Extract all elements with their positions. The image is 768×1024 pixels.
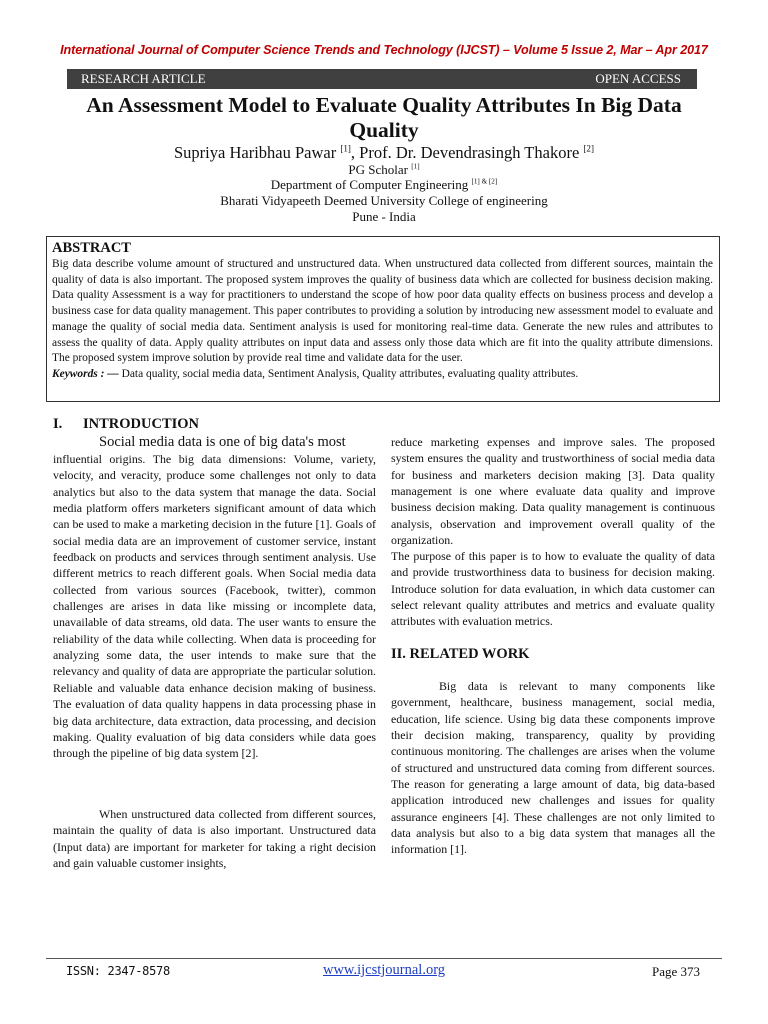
role-text: PG Scholar [348, 162, 412, 177]
paper-title: An Assessment Model to Evaluate Quality Attributes In Big Data Quality [86, 93, 682, 142]
location: Pune - India [352, 209, 416, 224]
intro-lead: Social media data is one of big data's most [99, 434, 346, 450]
department-ref: [1] & [2] [471, 177, 498, 186]
page-number: Page 373 [651, 964, 700, 979]
author-1: Supriya Haribhau Pawar [174, 143, 341, 162]
abstract-heading: ABSTRACT [52, 240, 131, 256]
author-2: , Prof. Dr. Devendrasingh Thakore [350, 143, 584, 162]
abstract-text: Big data describe volume amount of structured and unstructured data. When unstructured data collected from different sources, maintain the quality of data is also important. The proposed system improves the quality of business data which are collected for business decision making. Data quality Assessment is a way for practitioners to understand the scope of how poor data quality effects on business process and develop a business case for data quality management. This paper contributes to providing a solution by introducing new assessment model to evaluate and manage the quality of social media data. Sentiment analysis is used for monitoring real-time data. Generate the new rules and attributes to assess the quality of data. Apply quality attributes on input data and assess only those data which are fit into the quality attribute dimensions. The proposed system improve solution by provide real time and validate data for the user. [52, 258, 713, 365]
intro-heading: INTRODUCTION [83, 416, 200, 432]
author-role [0, 162, 768, 178]
right-paragraph-2: The purpose of this paper is to how to evaluate the quality of data and provide trustworthiness data to business for decision making. Introduce solution for data evaluation, in which data customer can select relevant quality attributes and metrics and evaluate quality attributes with evaluation metrics. [391, 549, 715, 629]
journal-header: International Journal of Computer Science Trends and Technology (IJCST) – Volume 5 Issue 2, Mar – Apr 2017 [60, 43, 708, 57]
journal-website-link[interactable]: www.ijcstjournal.org [322, 962, 446, 978]
keywords [52, 367, 713, 383]
intro-text: influential origins. The big data dimensions: Volume, variety, velocity, and veracity, produce some challenges not only to data analytics but also to the data system that manage the data. Social media platform offers marketers significant amount of data which can be used to make a marketing decision in the future [1]. Goals of social media data are an improvement of customer service, instant feedback on products and services through sentiment analysis. Use different metrics to reach different goals. When Social media data collected from various sources (Facebook, twitter), common challenges are arises in data like missing or incomplete data, unavailable of data streams, old data. The user wants to ensure the reliability of the data while collecting. When data is proceeding for analyzing some data, the user intends to make sure that the relevancy and quality of data are appropriate the particular solution. Reliable and valuable data enhance decision making of business. The evaluation of data quality happens in data processing phase in big data architecture, data extraction, data processing, and decision making. Quality evaluation of big data considers while data goes through the pipeline of big data system [2]. [53, 452, 376, 761]
role-ref: [1] [411, 162, 420, 171]
footer-divider [46, 958, 722, 959]
department-text: Department of Computer Engineering [270, 177, 472, 192]
open-access-label: OPEN ACCESS [595, 71, 681, 86]
author-line [0, 144, 768, 162]
keywords-label: Keywords : — [52, 367, 119, 380]
intro-number: I. [53, 416, 63, 432]
research-article-label: RESEARCH ARTICLE [81, 71, 206, 86]
right-paragraph-1: reduce marketing expenses and improve sales. The proposed system ensures the quality and trustworthiness of social media data for business and marketers decision making [3]. Data quality management is one where evaluate data quality and improve business decision making. Data quality management is continuous analysis, observation and improvement overall quality of the organization. [391, 435, 715, 548]
issn: ISSN: 2347-8578 [66, 964, 170, 978]
author-2-ref: [2] [583, 143, 594, 154]
keywords-text: Data quality, social media data, Sentiment Analysis, Quality attributes, evaluating quality attributes. [118, 367, 579, 380]
intro-paragraph-2: When unstructured data collected from different sources, maintain the quality of data is also important. Unstructured data (Input data) are important for marketer for taking a right decision and gain valuable customer insights, [53, 807, 376, 871]
abstract-box [46, 236, 720, 402]
intro-paragraph-1 [53, 434, 376, 762]
related-work-heading: II. RELATED WORK [391, 646, 530, 662]
department [0, 177, 768, 193]
college: Bharati Vidyapeeth Deemed University College of engineering [220, 193, 548, 208]
author-1-ref: [1] [340, 143, 351, 154]
article-type-banner [67, 69, 697, 89]
related-work-paragraph: Big data is relevant to many components like government, healthcare, business management, social media, education, life science. Using big data these components improve their decision making, transparency, quality by providing continuous monitoring. The challenges are arises when the volume of structured and unstructured data coming from different sources. The reason for generating a large amount of data, big data-based application introduced new challenges and issues for quality assurance engineers [4]. These challenges are not only limited to data analysis but also to a big data system that manages all the information [1]. [391, 679, 715, 857]
